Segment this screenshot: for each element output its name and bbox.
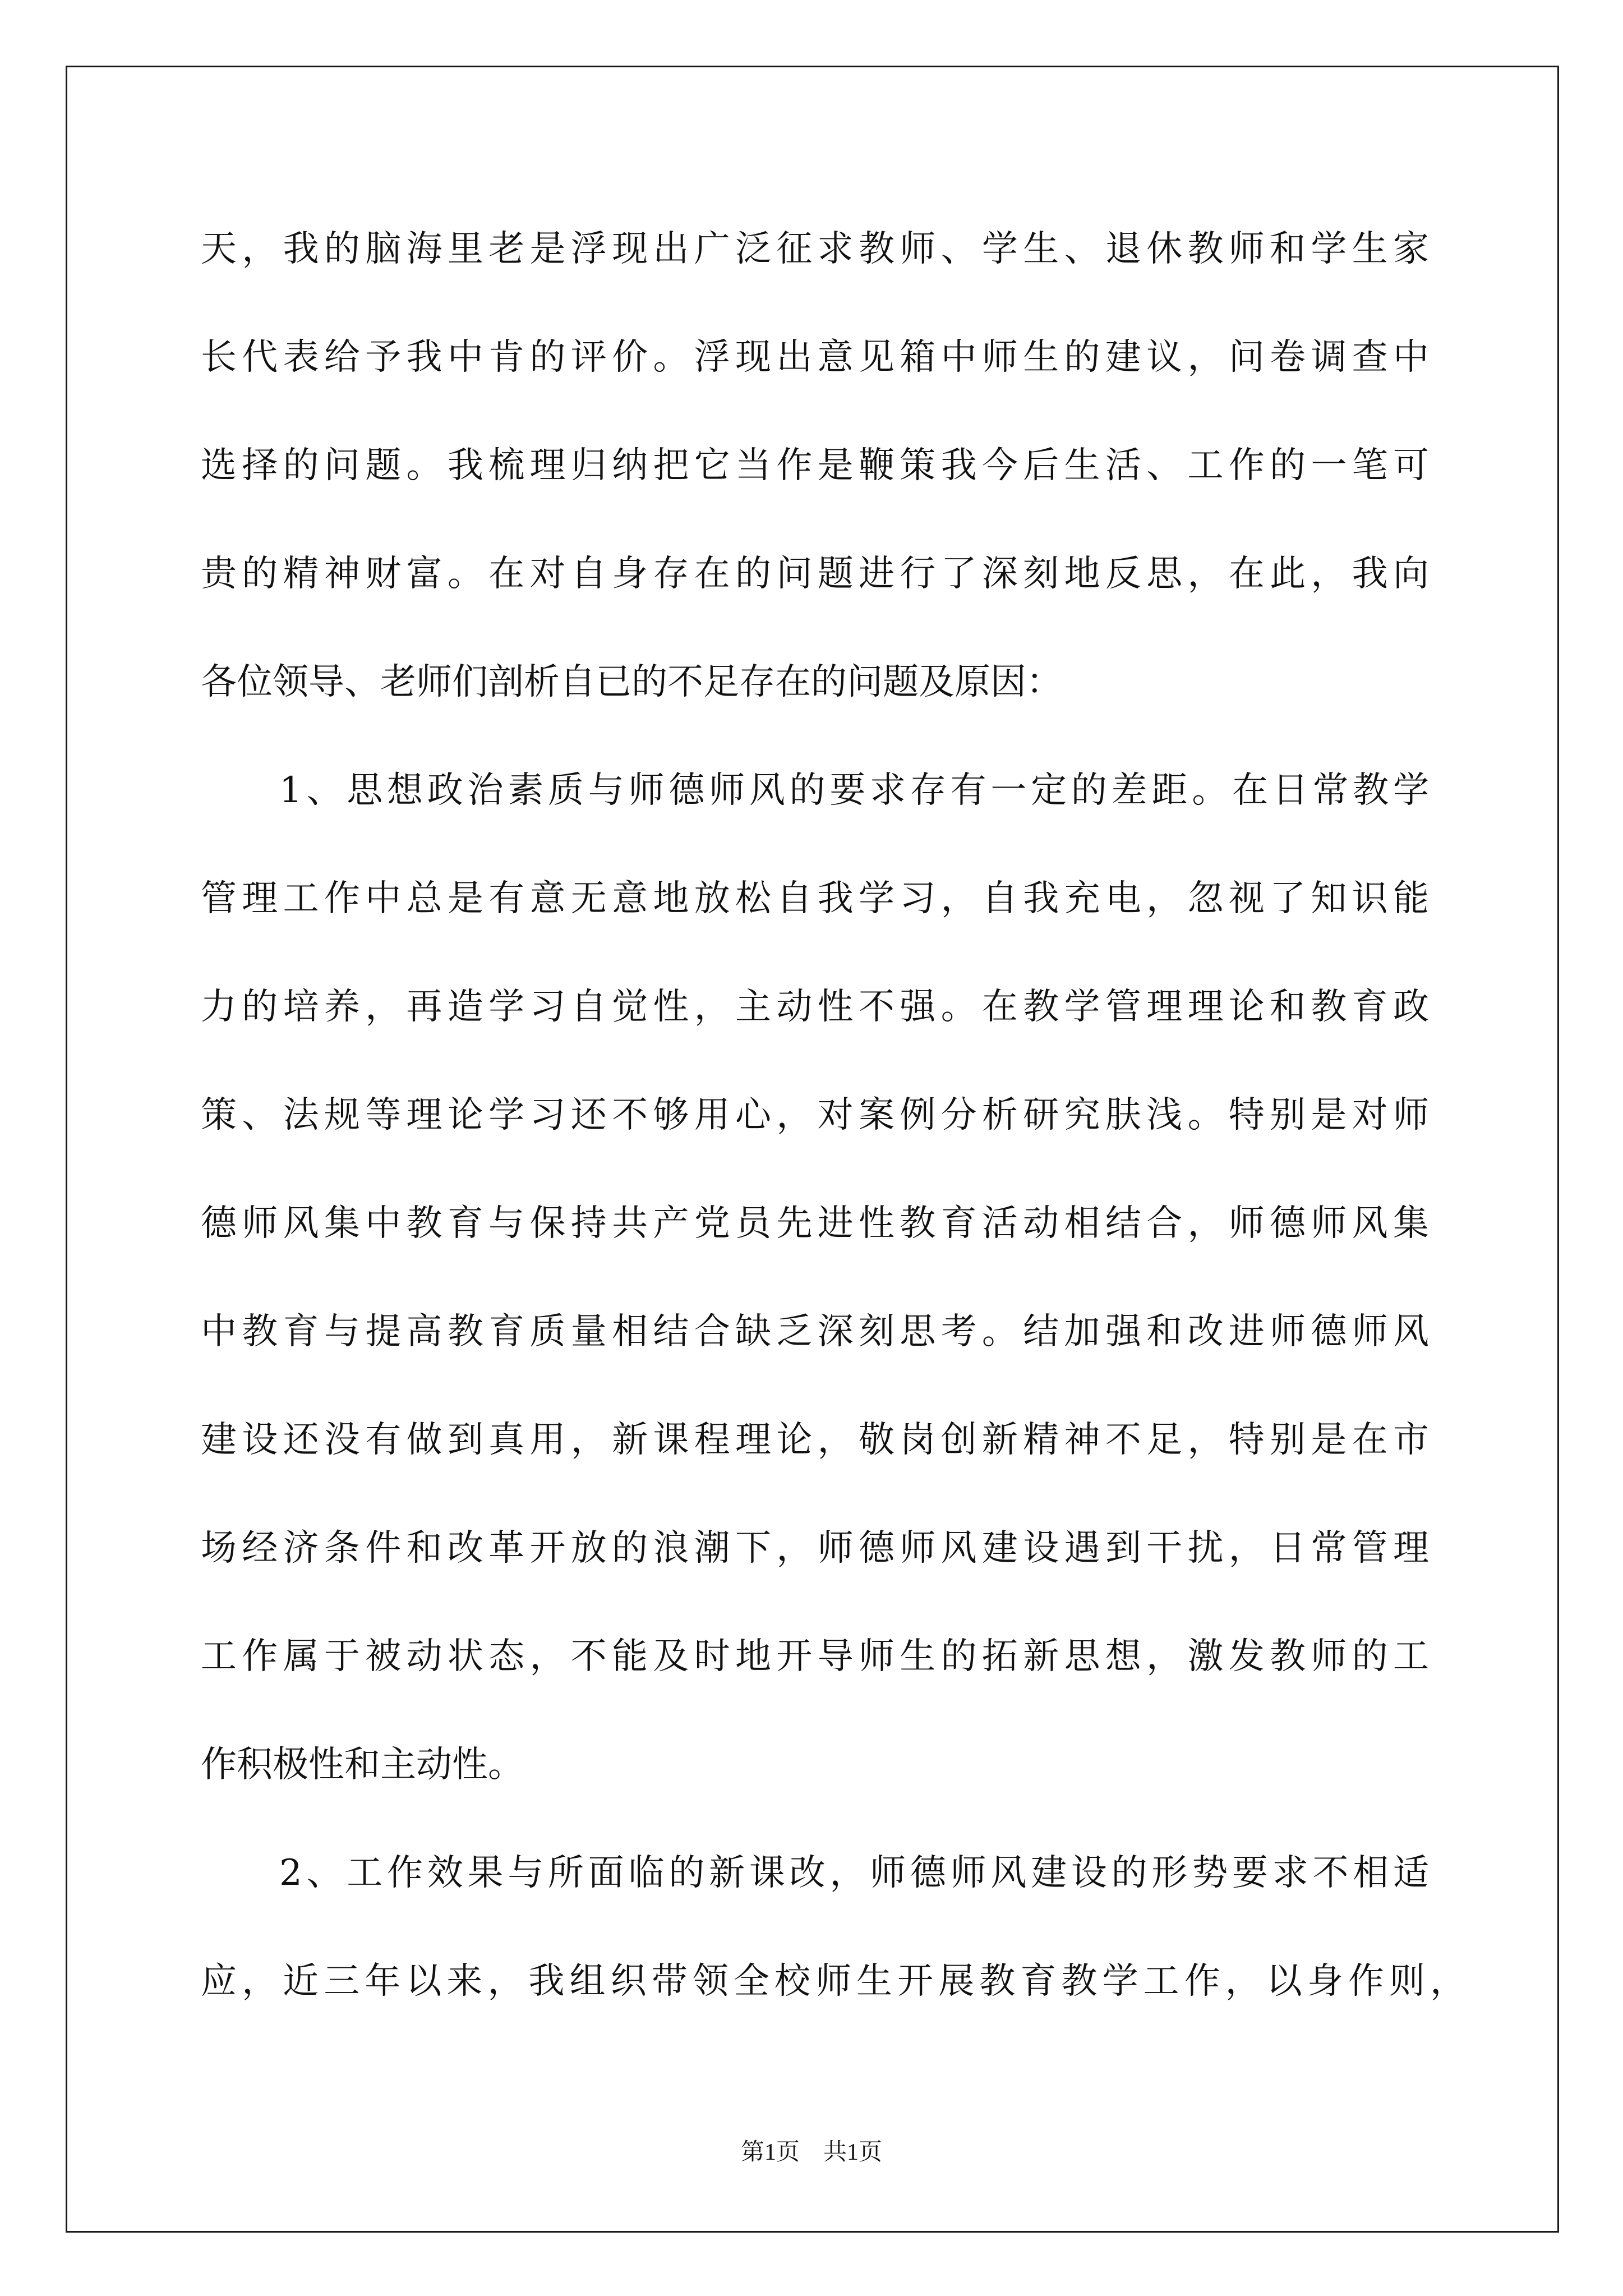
paragraph [201, 195, 1429, 737]
text-line: 场经济条件和改革开放的浪潮下，师德师风建设遇到干扰，日常管理 [201, 1527, 1429, 1569]
text-line: 长代表给予我中肯的评价。浮现出意见箱中师生的建议，问卷调查中 [201, 337, 1429, 378]
text-line: 贵的精神财富。在对自身存在的问题进行了深刻地反思，在此，我向 [201, 553, 1429, 595]
paragraph [201, 737, 1429, 1819]
body-text [201, 195, 1466, 2036]
text-line: 各位领导、老师们剖析自已的不足存在的问题及原因： [201, 661, 1062, 703]
text-line: 1、思想政治素质与师德师风的要求存有一定的差距。在日常教学 [279, 770, 1429, 811]
text-line: 力的培养，再造学习自觉性，主动性不强。在教学管理理论和教育政 [201, 986, 1429, 1028]
text-line: 天，我的脑海里老是浮现出广泛征求教师、学生、退休教师和学生家 [201, 228, 1429, 270]
text-line: 管理工作中总是有意无意地放松自我学习，自我充电，忽视了知识能 [201, 878, 1429, 919]
text-line: 作积极性和主动性。 [201, 1744, 524, 1786]
text-line: 策、法规等理论学习还不够用心，对案例分析研究肤浅。特别是对师 [201, 1094, 1429, 1136]
text-line: 工作属于被动状态，不能及时地开导师生的拓新思想，激发教师的工 [201, 1636, 1429, 1677]
text-line: 建设还没有做到真用，新课程理论，敬岗创新精神不足，特别是在市 [201, 1419, 1429, 1461]
page-footer: 第1页 共1页 [740, 2139, 882, 2165]
text-line: 应，近三年以来，我组织带领全校师生开展教育教学工作，以身作则， [201, 1961, 1466, 2002]
text-line: 选择的问题。我梳理归纳把它当作是鞭策我今后生活、工作的一笔可 [201, 445, 1429, 486]
text-line: 德师风集中教育与保持共产党员先进性教育活动相结合，师德师风集 [201, 1203, 1429, 1244]
text-line: 中教育与提高教育质量相结合缺乏深刻思考。结加强和改进师德师风 [201, 1311, 1429, 1352]
paragraph [201, 1819, 1466, 2036]
text-line: 2、工作效果与所面临的新课改，师德师风建设的形势要求不相适 [279, 1852, 1429, 1894]
